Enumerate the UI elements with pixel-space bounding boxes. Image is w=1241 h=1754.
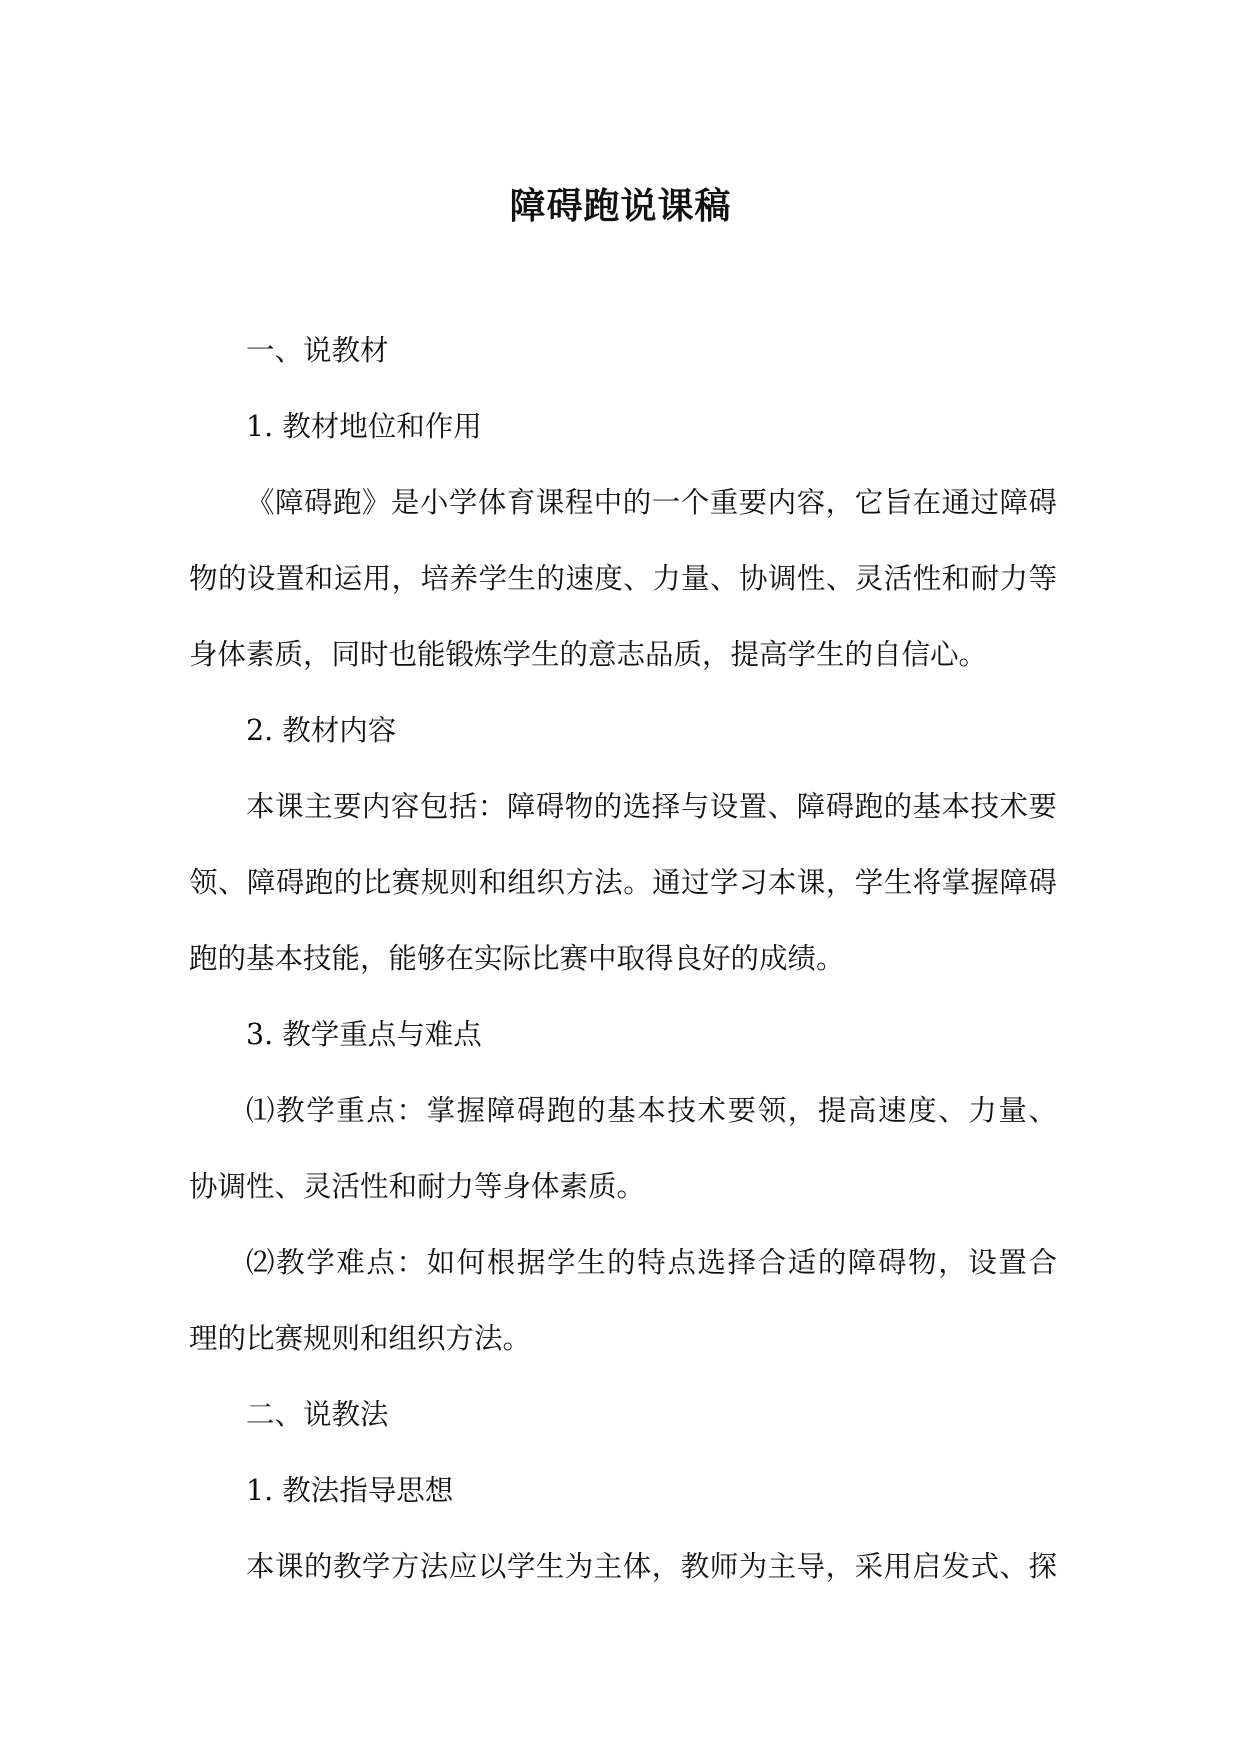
text-line: 1. 教材地位和作用: [246, 410, 482, 443]
document-title: 障碍跑说课稿: [509, 185, 732, 227]
text-line: 2. 教材内容: [246, 714, 397, 747]
text-line: 跑的基本技能，能够在实际比赛中取得良好的成绩。: [189, 942, 845, 975]
text-line: 物的设置和运用，培养学生的速度、力量、协调性、灵活性和耐力等: [189, 562, 1057, 595]
document-body: [189, 313, 1057, 1605]
text-line: 《障碍跑》是小学体育课程中的一个重要内容，它旨在通过障碍: [246, 486, 1057, 519]
text-line: 1. 教法指导思想: [246, 1474, 454, 1507]
text-line: 理的比赛规则和组织方法。: [189, 1322, 532, 1355]
text-line: 身体素质，同时也能锻炼学生的意志品质，提高学生的自信心。: [189, 638, 988, 671]
text-line: 3. 教学重点与难点: [246, 1018, 482, 1051]
text-line: 一、说教材: [246, 334, 389, 367]
text-line: 协调性、灵活性和耐力等身体素质。: [189, 1170, 646, 1203]
text-line: 领、障碍跑的比赛规则和组织方法。通过学习本课，学生将掌握障碍: [189, 866, 1057, 899]
text-lines: [189, 313, 1057, 1605]
text-line: 本课的教学方法应以学生为主体，教师为主导，采用启发式、探: [246, 1550, 1057, 1583]
text-line: ⑵教学难点：如何根据学生的特点选择合适的障碍物，设置合: [246, 1246, 1057, 1279]
text-line: 本课主要内容包括：障碍物的选择与设置、障碍跑的基本技术要: [246, 790, 1057, 823]
text-line: ⑴教学重点：掌握障碍跑的基本技术要领，提高速度、力量、: [246, 1094, 1057, 1127]
text-line: 二、说教法: [246, 1398, 389, 1431]
